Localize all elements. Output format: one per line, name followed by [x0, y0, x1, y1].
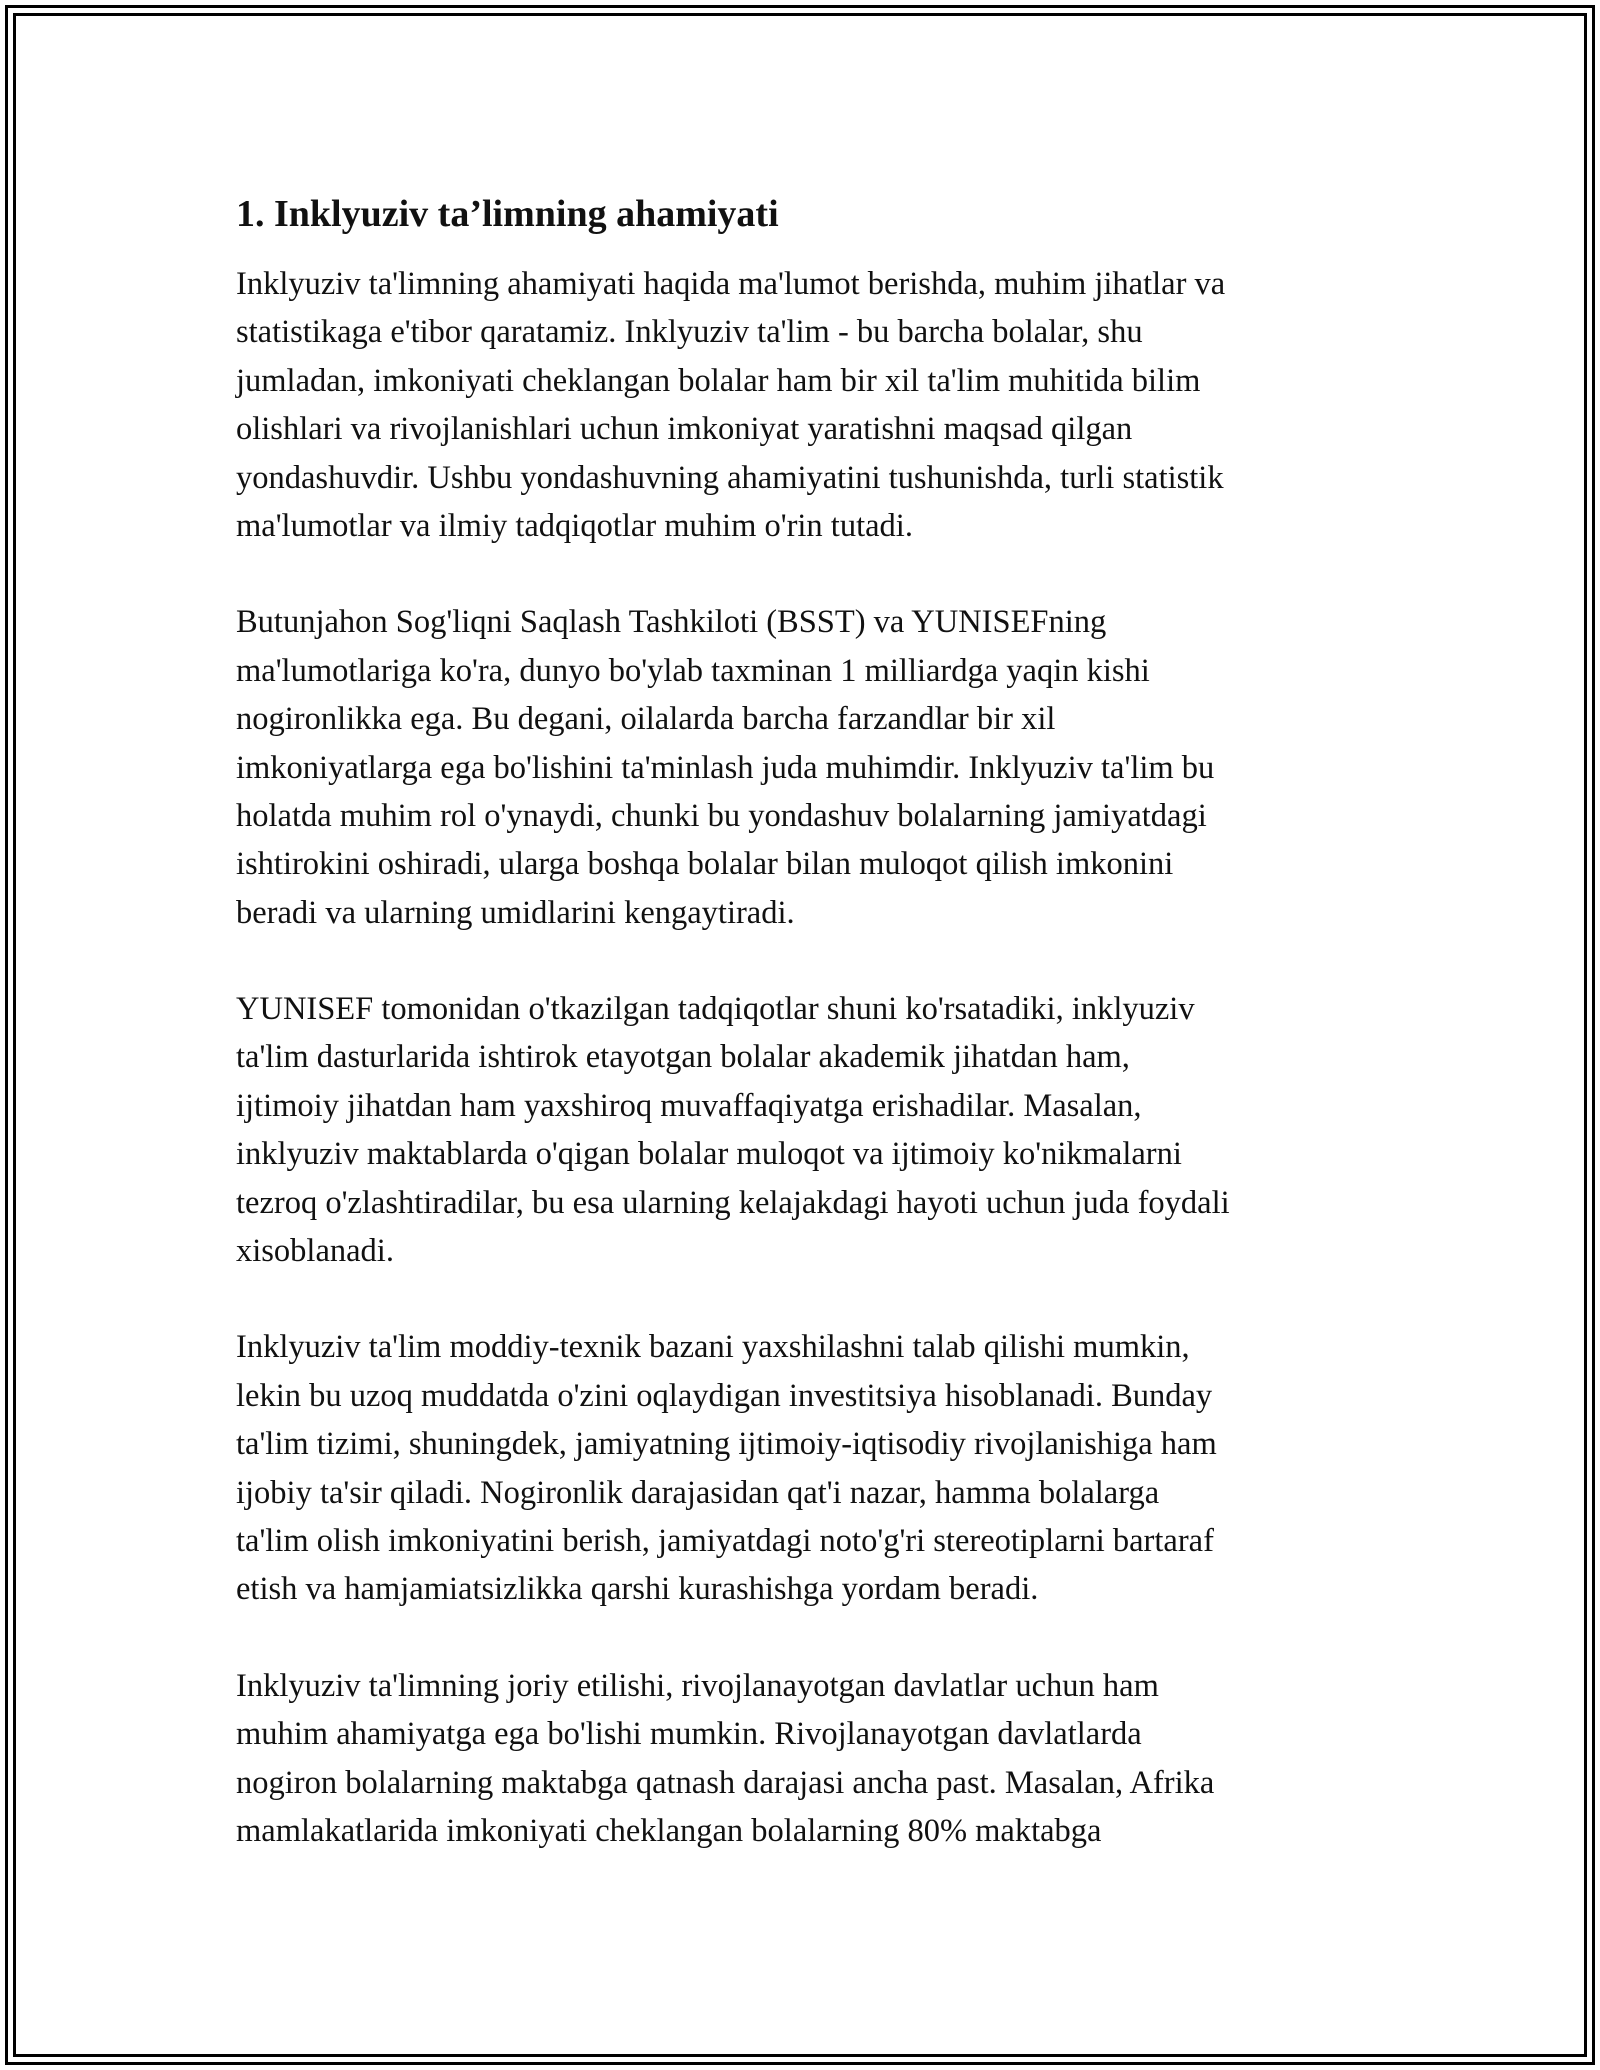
- paragraph-3: [236, 985, 1366, 1275]
- text-line: YUNISEF tomonidan o'tkazilgan tadqiqotlar shuni ko'rsatadiki, inklyuziv: [236, 991, 1195, 1028]
- text-line: etish va hamjamiatsizlikka qarshi kurashishga yordam beradi.: [236, 1571, 1039, 1608]
- text-line: Inklyuziv ta'lim moddiy-texnik bazani yaxshilashni talab qilishi mumkin,: [236, 1329, 1190, 1366]
- text-line: inklyuziv maktablarda o'qigan bolalar muloqot va ijtimoiy ko'nikmalarni: [236, 1136, 1182, 1173]
- text-line: nogironlikka ega. Bu degani, oilalarda barcha farzandlar bir xil: [236, 701, 1056, 738]
- section-heading: 1. Inklyuziv ta’limning ahamiyati: [236, 193, 779, 235]
- text-line: ma'lumotlariga ko'ra, dunyo bo'ylab taxminan 1 milliardga yaqin kishi: [236, 652, 1150, 689]
- text-line: ta'lim tizimi, shuningdek, jamiyatning ijtimoiy-iqtisodiy rivojlanishiga ham: [236, 1426, 1217, 1463]
- text-line: tezroq o'zlashtiradilar, bu esa ularning kelajakdagi hayoti uchun juda foydali: [236, 1184, 1230, 1221]
- text-line: holatda muhim rol o'ynaydi, chunki bu yondashuv bolalarning jamiyatdagi: [236, 797, 1207, 834]
- paragraph-1: [236, 260, 1366, 550]
- text-line: ta'lim dasturlarida ishtirok etayotgan bolalar akademik jihatdan ham,: [236, 1039, 1130, 1076]
- text-line: imkoniyatlarga ega bo'lishini ta'minlash juda muhimdir. Inklyuziv ta'lim bu: [236, 749, 1215, 786]
- text-line: ma'lumotlar va ilmiy tadqiqotlar muhim o'rin tutadi.: [236, 507, 913, 544]
- text-line: lekin bu uzoq muddatda o'zini oqlaydigan investitsiya hisoblanadi. Bunday: [236, 1377, 1213, 1414]
- text-line: olishlari va rivojlanishlari uchun imkoniyat yaratishni maqsad qilgan: [236, 411, 1133, 448]
- text-line: ishtirokini oshiradi, ularga boshqa bolalar bilan muloqot qilish imkonini: [236, 846, 1174, 883]
- text-line: mamlakatlarida imkoniyati cheklangan bolalarning 80% maktabga: [236, 1812, 1102, 1849]
- text-line: yondashuvdir. Ushbu yondashuvning ahamiyatini tushunishda, turli statistik: [236, 459, 1224, 496]
- document-body: [236, 186, 1366, 1903]
- text-line: muhim ahamiyatga ega bo'lishi mumkin. Rivojlanayotgan davlatlarda: [236, 1716, 1142, 1753]
- text-line: beradi va ularning umidlarini kengaytiradi.: [236, 894, 795, 931]
- text-line: ijobiy ta'sir qiladi. Nogironlik darajasidan qat'i nazar, hamma bolalarga: [236, 1474, 1160, 1511]
- text-line: statistikaga e'tibor qaratamiz. Inklyuziv ta'lim - bu barcha bolalar, shu: [236, 314, 1143, 351]
- text-line: Inklyuziv ta'limning ahamiyati haqida ma'lumot berishda, muhim jihatlar va: [236, 266, 1226, 302]
- paragraph-2: [236, 598, 1366, 937]
- text-line: xisoblanadi.: [236, 1233, 394, 1270]
- paragraph-4: [236, 1323, 1366, 1613]
- text-line: nogiron bolalarning maktabga qatnash darajasi ancha past. Masalan, Afrika: [236, 1764, 1215, 1801]
- paragraph-5: [236, 1662, 1366, 1856]
- text-line: ta'lim olish imkoniyatini berish, jamiyatdagi noto'g'ri stereotiplarni bartaraf: [236, 1522, 1214, 1559]
- text-line: Butunjahon Sog'liqni Saqlash Tashkiloti (BSST) va YUNISEFning: [236, 604, 1107, 641]
- text-line: jumladan, imkoniyati cheklangan bolalar ham bir xil ta'lim muhitida bilim: [236, 362, 1201, 399]
- text-line: Inklyuziv ta'limning joriy etilishi, rivojlanayotgan davlatlar uchun ham: [236, 1667, 1159, 1704]
- text-line: ijtimoiy jihatdan ham yaxshiroq muvaffaqiyatga erishadilar. Masalan,: [236, 1087, 1142, 1124]
